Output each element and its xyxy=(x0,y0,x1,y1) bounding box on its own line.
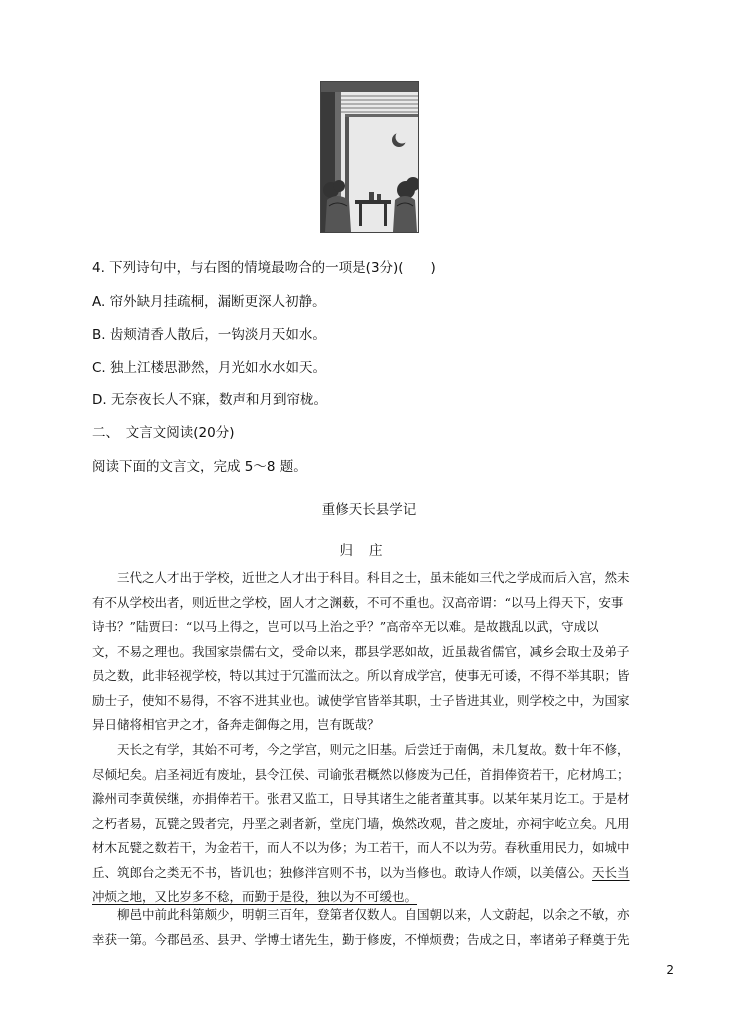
paragraph-3 xyxy=(92,903,672,952)
moon-window-scene-illustration xyxy=(320,81,419,233)
page-number: 2 xyxy=(666,963,674,977)
paragraph-1-line: 励士子，使知不易得，不容不进其业也。诚使学官皆举其职，士子皆进其业，则学校之中，为国家 xyxy=(92,692,630,708)
paragraph-1-line: 诗书？”陆贾曰：“以马上得之，岂可以马上治之乎？”高帝卒无以难。是故戡乱以武，守成以 xyxy=(92,619,599,634)
paragraph-2 xyxy=(92,738,672,910)
article-title: 重修天长县学记 xyxy=(321,502,417,518)
moon-window-illustration-icon xyxy=(321,82,418,232)
paragraph-1 xyxy=(92,566,672,738)
option-a: A. 帘外缺月挂疏桐，漏断更深人初静。 xyxy=(92,294,326,310)
article-author: 归庄 xyxy=(339,543,399,559)
article-author-line xyxy=(0,539,738,559)
underlined-sentence: 冲烦之地，又比岁多不稔，而勤于是役，独以为不可缓也。 xyxy=(92,889,418,904)
option-c: C. 独上江楼思渺然，月光如水水如天。 xyxy=(92,360,327,376)
paragraph-2-line-6 xyxy=(92,861,672,886)
paragraph-1-line: 有不从学校出者，则近世之学校，固人才之渊薮，不可不重也。汉高帝谓：“以马上得天下，安事 xyxy=(92,594,624,610)
paragraph-2-line: 之朽者易，瓦甓之毁者完，丹垩之剥者新，堂庑门墙，焕然改观，昔之废址，亦祠宇屹立矣。凡用 xyxy=(92,815,630,831)
section-heading: 二、 文言文阅读(20分) xyxy=(92,425,235,441)
paragraph-3-line: 幸获一第。今郡邑丞、县尹、学博士诸先生，勤于修废，不惮烦费；告成之日，率诸弟子释奠于先 xyxy=(92,931,630,947)
option-d: D. 无奈夜长人不寐，数声和月到帘栊。 xyxy=(92,392,327,408)
paragraph-2-line-6-text: 丘、筑郎台之类无不书，皆讥也；独修泮宫则不书，以为当修也。敢诗人作颂，以美僖公。 xyxy=(92,864,593,880)
paragraph-2-line: 材木瓦甓之数若干，为金若干，而人不以为侈；为工若干，而人不以为劳。春秋重用民力，如城中 xyxy=(92,840,630,855)
paragraph-1-line: 三代之人才出于学校，近世之人才出于科目。科目之士，虽未能如三代之学成而后入宫，然未 xyxy=(117,570,630,585)
paragraph-1-line: 异日储将相官尹之才，备奔走御侮之用，岂有既哉？ xyxy=(92,717,380,732)
paragraph-2-line: 尽倾圮矣。启圣祠近有废址，县令江侯、司谕张君概然以修废为己任，首捐俸资若干，庀材鸠工； xyxy=(92,766,630,782)
question-4-stem: 4. 下列诗句中，与右图的情境最吻合的一项是(3分)( ) xyxy=(92,260,436,276)
underlined-sentence-start: 天长当 xyxy=(592,864,630,880)
paragraph-1-line: 文，不易之理也。我国家崇儒右文，受命以来，郡县学恶如故，近虽裁省儒官，减乡会取士及弟子 xyxy=(92,643,630,659)
option-b: B. 齿颊清香人散后，一钩淡月天如水。 xyxy=(92,327,326,343)
paragraph-2-line: 滁州司李黄侯继，亦捐俸若干。张君又监工，日导其诸生之能者董其事。以某年某月讫工。于是材 xyxy=(92,791,630,806)
paragraph-2-line: 天长之有学，其始不可考，今之学宫，则元之旧基。后尝迁于南偶，未几复故。数十年不修， xyxy=(117,742,630,757)
paragraph-3-line: 柳邑中前此科第颇少，明朝三百年，登第者仅数人。自国朝以来，人文蔚起，以余之不敏，亦 xyxy=(117,907,630,922)
paragraph-1-line: 员之数，此非轻视学校，特以其过于冗滥而汰之。所以育成学宫，使事无可诿，不得不举其职；皆 xyxy=(92,668,630,683)
section-instruction: 阅读下面的文言文，完成 5～8 题。 xyxy=(92,459,307,475)
